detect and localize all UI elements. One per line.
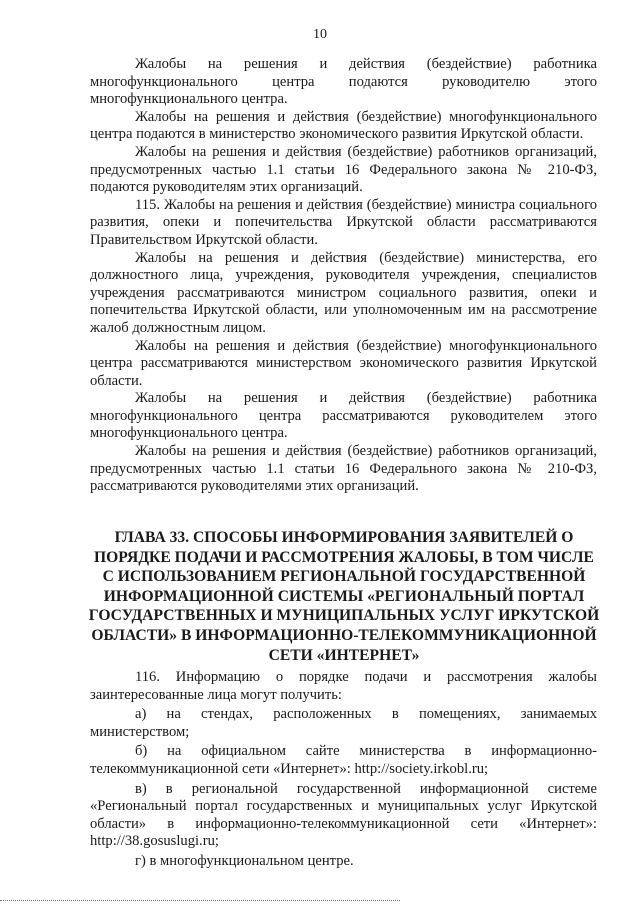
body-text-top	[90, 56, 597, 496]
paragraph: Жалобы на решения и действия (бездействие) министерства, его должностного лица, учреждения, руководителя учреждения, специалистов учреждения рассматриваются министром социального развития, опеки и попечительства Иркутской области, или уполномоченным им на рассмотрение жалоб должностным лицом.	[90, 249, 597, 336]
footer-divider	[0, 900, 400, 901]
body-text-bottom	[90, 669, 597, 873]
paragraph: Жалобы на решения и действия (бездействие) работника многофункционального центра подаются руководителю этого многофункционального центра.	[90, 56, 597, 108]
paragraph: Жалобы на решения и действия (бездействие) многофункционального центра рассматриваются министерством экономического развития Иркутской области.	[90, 337, 597, 389]
paragraph: Жалобы на решения и действия (бездействие) работников организаций, предусмотренных частью 1.1 статьи 16 Федерального закона № 210-ФЗ, подаются руководителям этих организаций.	[90, 143, 597, 196]
list-item: а) на стендах, расположенных в помещениях, занимаемых министерством;	[90, 706, 597, 740]
list-item: б) на официальном сайте министерства в информационно-телекоммуникационной сети «Интернет»: http://society.irkobl.ru;	[90, 743, 597, 777]
paragraph: 116. Информацию о порядке подачи и рассмотрения жалобы заинтересованные лица могут получить:	[90, 669, 597, 703]
chapter-heading: ГЛАВА 33. СПОСОБЫ ИНФОРМИРОВАНИЯ ЗАЯВИТЕЛЕЙ О ПОРЯДКЕ ПОДАЧИ И РАССМОТРЕНИЯ ЖАЛОБЫ, В ТОМ ЧИСЛЕ С ИСПОЛЬЗОВАНИЕМ РЕГИОНАЛЬНОЙ ГОСУДАРСТВЕННОЙ ИНФОРМАЦИОННОЙ СИСТЕМЫ «РЕГИОНАЛЬНЫЙ ПОРТАЛ ГОСУДАРСТВЕННЫХ И МУНИЦИПАЛЬНЫХ УСЛУГ ИРКУТСКОЙ ОБЛАСТИ» В ИНФОРМАЦИОННО-ТЕЛЕКОММУНИКАЦИОННОЙ СЕТИ «ИНТЕРНЕТ»	[88, 529, 600, 664]
paragraph: 115. Жалобы на решения и действия (бездействие) министра социального развития, опеки и попечительства Иркутской области рассматриваются Правительством Иркутской области.	[90, 196, 597, 248]
list-item: в) в региональной государственной информационной системе «Региональный портал государственных и муниципальных услуг Иркутской области» в информационно-телекоммуникационной сети «Интернет»: http://38.gosuslugi.ru;	[90, 780, 597, 850]
paragraph: Жалобы на решения и действия (бездействие) работников организаций, предусмотренных частью 1.1 статьи 16 Федерального закона № 210-ФЗ, рассматриваются руководителями этих организаций.	[90, 443, 597, 495]
paragraph: Жалобы на решения и действия (бездействие) работника многофункционального центра рассматриваются руководителем этого многофункционального центра.	[90, 390, 597, 442]
list-item: г) в многофункциональном центре.	[135, 852, 354, 869]
paragraph: Жалобы на решения и действия (бездействие) многофункционального центра подаются в министерство экономического развития Иркутской области.	[90, 108, 597, 143]
page-number: 10	[313, 27, 327, 42]
